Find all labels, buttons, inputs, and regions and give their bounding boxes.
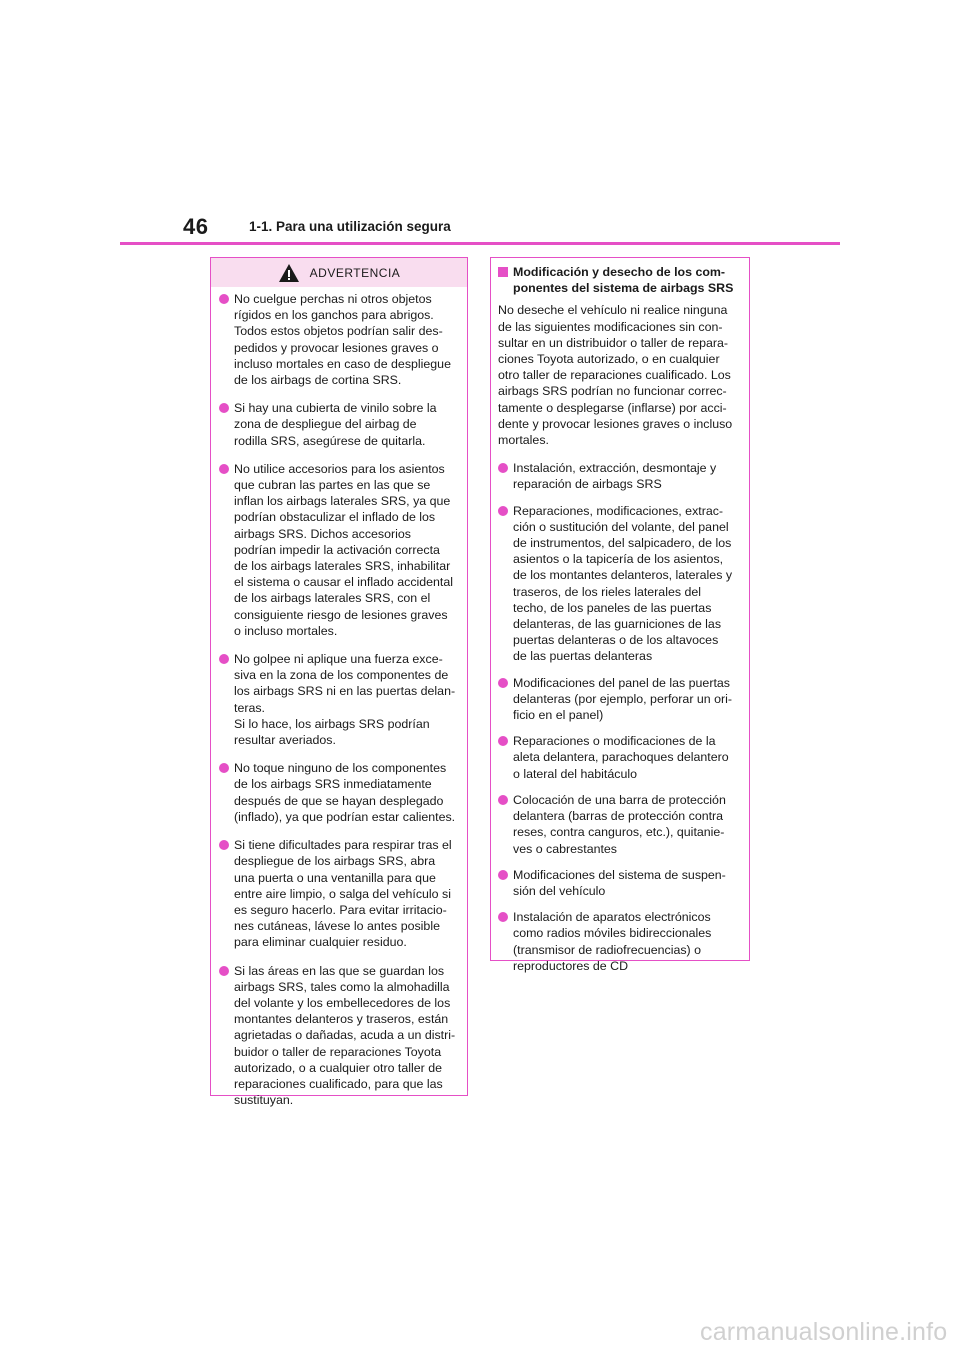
- info-box: [490, 257, 750, 973]
- watermark[interactable]: carmanualsonline.info: [700, 1318, 948, 1346]
- warning-item-text: No cuelgue perchas ni otros objetos rígidos en los ganchos para abrigos. Todos estos objetos podrían salir des- pedidos y provocar lesiones graves o incluso mortales en caso de despliegue de los airbags de cortina SRS.: [234, 292, 451, 388]
- warning-box: [210, 257, 468, 1108]
- info-heading-text: Modificación y desecho de los com- ponentes del sistema de airbags SRS: [513, 265, 734, 296]
- round-bullet-icon: [219, 840, 229, 850]
- warning-item-text: Si las áreas en las que se guardan los airbags SRS, tales como la almohadilla del volante y los embellecedores de los montantes delanteros y traseros, están agrietadas o dañadas, acuda a un distri- buidor o taller de reparaciones Toyota autorizado, o a cualquier otro taller de reparaciones cualificado, para que las sustituyan.: [234, 963, 456, 1108]
- round-bullet-icon: [219, 966, 229, 976]
- round-bullet-icon: [498, 736, 508, 746]
- info-item-text: Instalación de aparatos electrónicos como radios móviles bidireccionales (transmisor de radiofrecuencias) o reproductores de CD: [513, 910, 712, 973]
- round-bullet-icon: [498, 912, 508, 922]
- round-bullet-icon: [219, 403, 229, 413]
- info-item: [498, 460, 739, 492]
- warning-title: ADVERTENCIA: [309, 265, 401, 280]
- info-item: [498, 867, 739, 899]
- round-bullet-icon: [498, 463, 508, 473]
- warning-header: [211, 258, 467, 287]
- info-item-text: Reparaciones o modificaciones de la aleta delantera, parachoques delantero o lateral del habitáculo: [513, 734, 729, 781]
- round-bullet-icon: [219, 654, 229, 664]
- info-item: [498, 675, 739, 724]
- warning-item: [219, 651, 457, 748]
- info-item-text: Reparaciones, modificaciones, extrac- ción o sustitución del volante, del panel de instrumentos, del salpicadero, de los asientos o la tapicería de los asientos, de los montantes delanteros, laterales y traseros, de los rieles laterales del techo, de los paneles de las puertas delanteras, de las guarniciones de las puertas delanteras o de los altavoces de las puertas delanteras: [513, 503, 733, 664]
- warning-item: [219, 837, 457, 950]
- warning-triangle-icon: [278, 263, 300, 283]
- warning-item-text: No golpee ni aplique una fuerza exce- siva en la zona de los componentes de los airbags SRS ni en las puertas delan- teras. Si lo hace, los airbags SRS podrían resultar averiados.: [234, 652, 456, 748]
- warning-item-text: Si hay una cubierta de vinilo sobre la zona de despliegue del airbag de rodilla SRS, asegúrese de quitarla.: [234, 401, 437, 448]
- info-item: [498, 503, 739, 665]
- warning-item-text: No utilice accesorios para los asientos que cubran las partes en las que se inflan los airbags laterales SRS, ya que podrían obstaculizar el inflado de los airbags SRS. Dichos accesorios podrían impedir la activación correcta de los airbags laterales SRS, inhabilitar el sistema o causar el inflado accidental de los airbags laterales SRS, con el consiguiente riesgo de lesiones graves o incluso mortales.: [234, 461, 454, 638]
- round-bullet-icon: [219, 294, 229, 304]
- round-bullet-icon: [498, 795, 508, 805]
- warning-body: [211, 287, 467, 1108]
- info-item: [498, 909, 739, 974]
- section-title: 1-1. Para una utilización segura: [249, 219, 451, 234]
- round-bullet-icon: [219, 464, 229, 474]
- square-bullet-icon: [498, 267, 508, 277]
- warning-item: [219, 760, 457, 825]
- warning-item-text: No toque ninguno de los componentes de los airbags SRS inmediatamente después de que se hayan desplegado (inflado), ya que podrían estar calientes.: [234, 761, 456, 824]
- warning-item: [219, 291, 457, 388]
- warning-item: [219, 400, 457, 449]
- warning-item: [219, 461, 457, 639]
- header-rule: [120, 242, 840, 245]
- round-bullet-icon: [498, 870, 508, 880]
- info-item-text: Modificaciones del panel de las puertas delanteras (por ejemplo, perforar un ori- ficio en el panel): [513, 675, 733, 723]
- info-item-text: Instalación, extracción, desmontaje y reparación de airbags SRS: [513, 461, 717, 492]
- info-item-text: Colocación de una barra de protección delantera (barras de protección contra reses, contra canguros, etc.), quitanie- ves o cabrestantes: [513, 792, 726, 856]
- round-bullet-icon: [498, 678, 508, 688]
- page-number: 46: [183, 214, 209, 239]
- info-intro: No deseche el vehículo ni realice ninguna de las siguientes modificaciones sin con- sultar en un distribuidor o taller de repara- ciones Toyota autorizado, o en cualquier otro taller de reparaciones cualificado. Los airbags SRS podrían no funcionar correc- tamente o desplegarse (inflarse) por acci- dente y provocar lesiones graves o incluso mortales.: [498, 303, 733, 448]
- info-item: [498, 733, 739, 782]
- warning-item-text: Si tiene dificultades para respirar tras el despliegue de los airbags SRS, abra una puerta o una ventanilla para que entre aire limpio, o salga del vehículo si es seguro hacerlo. Para evitar irritacio- nes cutáneas, lávese lo antes posible para eliminar cualquier residuo.: [234, 838, 452, 950]
- info-heading: [498, 264, 739, 296]
- warning-item: [219, 963, 457, 1109]
- round-bullet-icon: [219, 763, 229, 773]
- info-item-text: Modificaciones del sistema de suspen- sión del vehículo: [513, 867, 726, 898]
- round-bullet-icon: [498, 506, 508, 516]
- info-item: [498, 792, 739, 857]
